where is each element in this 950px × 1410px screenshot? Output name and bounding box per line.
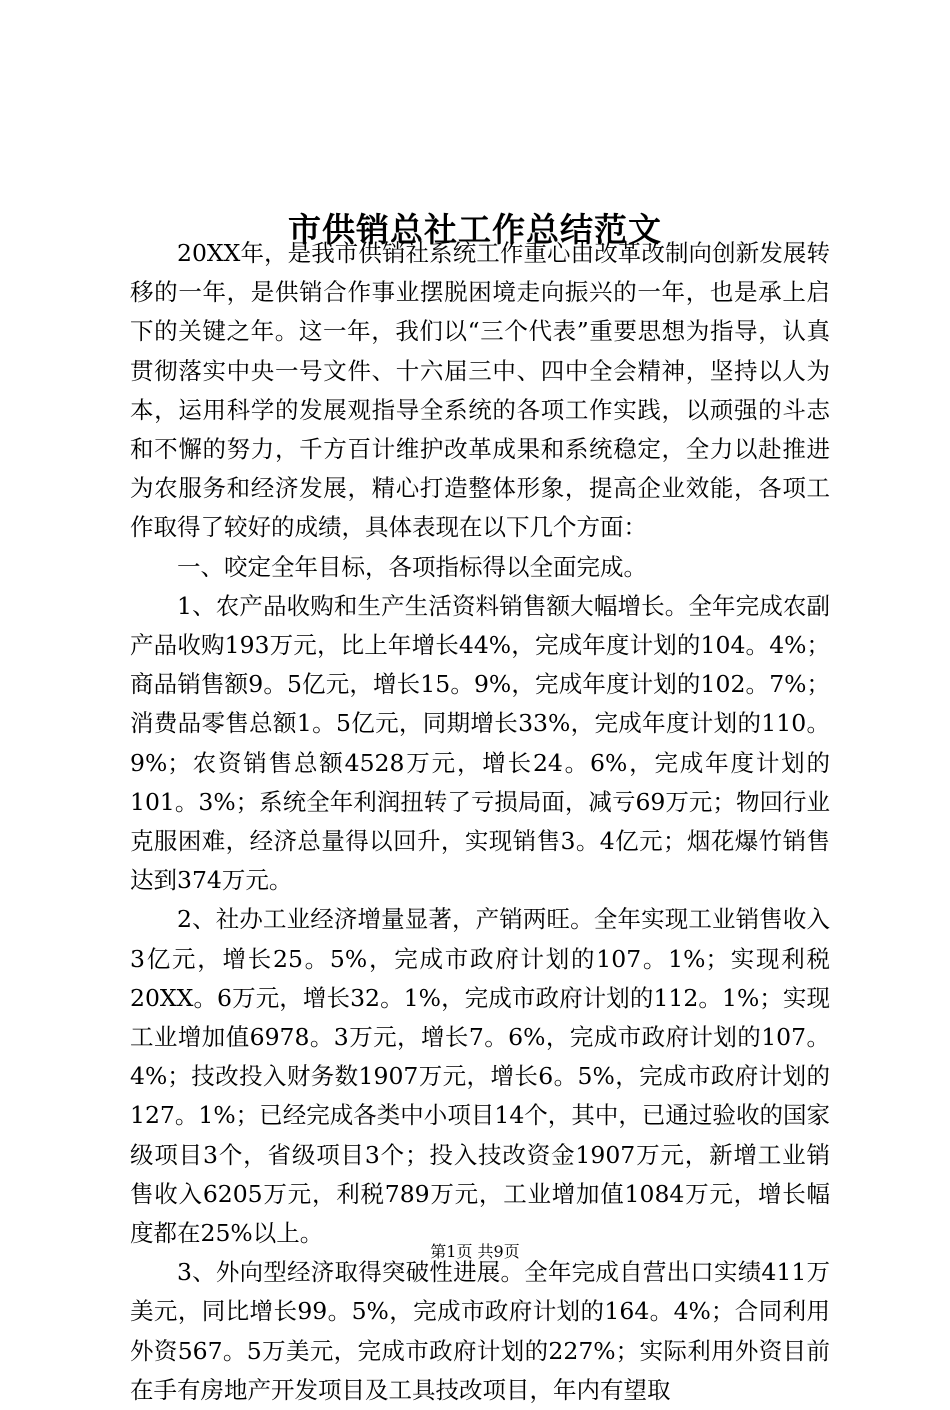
paragraph-item-2: 2、社办工业经济增量显著，产销两旺。全年实现工业销售收入3亿元，增长25。5%，完成市政府计划的107。1%；实现利税20XX。6万元，增长32。1%，完成市政府计划的112。1%；实现工业增加值6978。3万元，增长7。6%，完成市政府计划的107。4%；技改投入财务数1907万元，增长6。5%，完成市政府计划的127。1%；已经完成各类中小项目14个，其中，已通过验收的国家级项目3个，省级项目3个；投入技改资金1907万元，新增工业销售收入6205万元，利税789万元，工业增加值1084万元，增长幅度都在25%以上。 (130, 905, 830, 1248)
paragraph-item-1: 1、农产品收购和生产生活资料销售额大幅增长。全年完成农副产品收购193万元，比上年增长44%，完成年度计划的104。4%；商品销售额9。5亿元，增长15。9%，完成年度计划的102。7%；消费品零售总额1。5亿元，同期增长33%，完成年度计划的110。9%；农资销售总额4528万元，增长24。6%，完成年度计划的101。3%；系统全年利润扭转了亏损局面，减亏69万元；物回行业克服困难，经济总量得以回升，实现销售3。4亿元；烟花爆竹销售达到374万元。 (130, 591, 830, 895)
paragraph-section-heading: 一、咬定全年目标，各项指标得以全面完成。 (177, 552, 647, 581)
document-title: 市供销总社工作总结范文 (288, 210, 662, 250)
paragraph-intro: 20XX年，是我市供销社系统工作重心由改革改制向创新发展转移的一年，是供销合作事业摆脱困境走向振兴的一年，也是承上启下的关键之年。这一年，我们以“三个代表”重要思想为指导，认真贯彻落实中央一号文件、十六届三中、四中全会精神，坚持以人为本，运用科学的发展观指导全系统的各项工作实践，以顽强的斗志和不懈的努力，千方百计维护改革成果和系统稳定，全力以赴推进为农服务和经济发展，精心打造整体形象，提高企业效能，各项工作取得了较好的成绩，具体表现在以下几个方面： (130, 239, 830, 542)
page-number-footer: 第1页 共9页 (430, 1242, 520, 1261)
paragraph-item-3: 3、外向型经济取得突破性进展。全年完成自营出口实绩411万美元，同比增长99。5%，完成市政府计划的164。4%；合同利用外资567。5万美元，完成市政府计划的227%；实际利用外资目前在手有房地产开发项目及工具技改项目，年内有望取 (130, 1258, 830, 1404)
document-body (130, 234, 830, 1410)
